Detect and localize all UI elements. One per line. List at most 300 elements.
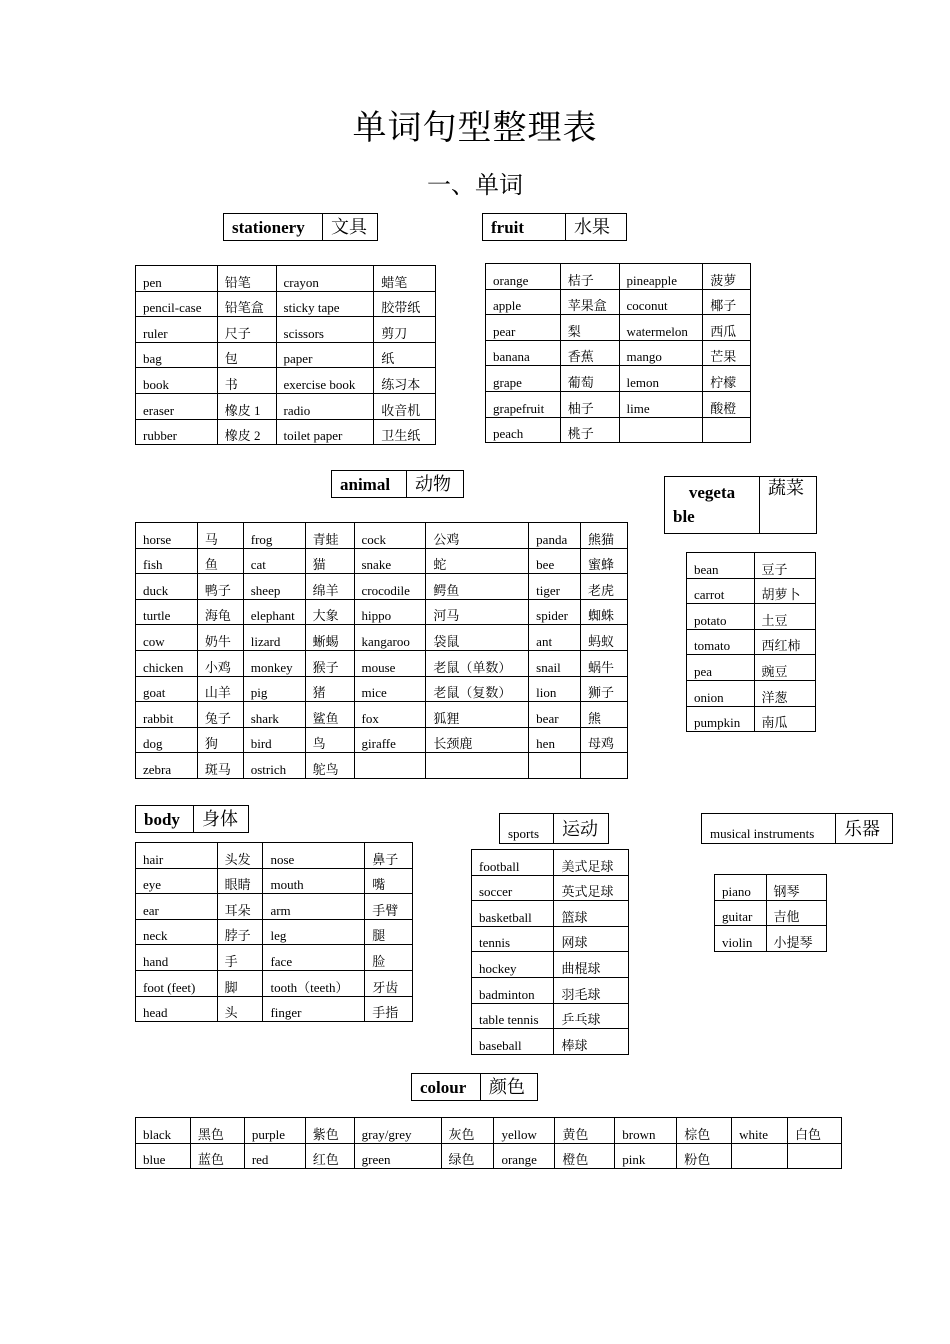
- fruit-row: [486, 315, 751, 341]
- chinese-word: 蓝色: [197, 1152, 224, 1168]
- animal-english-cell: [243, 599, 305, 625]
- english-word: eraser: [143, 402, 175, 418]
- animal-chinese-cell: [305, 548, 354, 574]
- chinese-word: 灰色: [448, 1126, 475, 1142]
- animal-english-cell: [243, 523, 305, 549]
- animal-chinese-cell: [581, 676, 628, 702]
- english-word: grapefruit: [493, 400, 545, 416]
- chinese-word: 鳄鱼: [433, 582, 460, 598]
- body-english-cell: [136, 945, 218, 971]
- english-word: mouse: [361, 659, 396, 675]
- animal-chinese-cell: [305, 727, 354, 753]
- english-word: pineapple: [626, 272, 678, 288]
- english-word: piano: [722, 883, 751, 899]
- colour-row: [136, 1118, 842, 1144]
- animal-english-cell: [354, 625, 426, 651]
- vegetable-row: [687, 706, 816, 732]
- animal-label-zh: 动物: [407, 471, 464, 498]
- sports-label: [499, 813, 609, 844]
- vegetable-row: [687, 680, 816, 706]
- stationery-english-cell: [276, 291, 374, 317]
- chinese-word: 西瓜: [710, 323, 737, 339]
- chinese-word: 手: [224, 953, 238, 969]
- english-word: radio: [283, 402, 311, 418]
- colour-chinese-cell: [305, 1143, 354, 1169]
- chinese-word: 葡萄: [567, 374, 594, 390]
- stationery-english-cell: [276, 266, 374, 292]
- animal-english-cell: [136, 727, 198, 753]
- stationery-label-zh: 文具: [323, 214, 378, 241]
- chinese-word: 兔子: [204, 710, 231, 726]
- colour-english-cell: [354, 1143, 441, 1169]
- english-word: arm: [270, 902, 291, 918]
- body-chinese-cell: [217, 894, 263, 920]
- sports-chinese-cell: [554, 977, 629, 1003]
- colour-english-cell: [136, 1143, 191, 1169]
- chinese-word: 书: [224, 376, 238, 392]
- english-word: nose: [270, 851, 295, 867]
- animal-chinese-cell: [426, 702, 529, 728]
- body-chinese-cell: [217, 970, 263, 996]
- animal-row: [136, 523, 628, 549]
- stationery-chinese-cell: [217, 393, 276, 419]
- section-heading: 一、单词: [427, 173, 523, 199]
- colour-chinese-cell: [555, 1118, 615, 1144]
- body-row: [136, 945, 413, 971]
- animal-chinese-cell: [197, 574, 243, 600]
- sports-row: [472, 901, 629, 927]
- english-word: snake: [361, 557, 392, 573]
- chinese-word: 耳朵: [224, 902, 251, 918]
- body-label-zh: 身体: [194, 806, 249, 833]
- chinese-word: 收音机: [381, 402, 421, 418]
- fruit-english-cell: [619, 289, 703, 315]
- animal-english-cell: [354, 548, 426, 574]
- chinese-word: 橡皮 1: [224, 402, 261, 418]
- sports-english-cell: [472, 850, 554, 876]
- animal-english-cell: [529, 676, 581, 702]
- animal-chinese-cell: [197, 650, 243, 676]
- body-chinese-cell: [217, 996, 263, 1022]
- colour-english-cell: [732, 1143, 788, 1169]
- english-word: cat: [250, 557, 266, 573]
- colour-chinese-cell: [190, 1118, 244, 1144]
- fruit-english-cell: [486, 264, 561, 290]
- fruit-row: [486, 264, 751, 290]
- chinese-word: 酸橙: [710, 400, 737, 416]
- vegetable-chinese-cell: [754, 578, 815, 604]
- chinese-word: 豆子: [761, 561, 788, 577]
- english-word: spider: [536, 608, 568, 624]
- sports-table: [471, 849, 629, 1055]
- vegetable-row: [687, 553, 816, 579]
- animal-row: [136, 599, 628, 625]
- animal-chinese-cell: [197, 727, 243, 753]
- chinese-word: 老虎: [588, 582, 615, 598]
- english-word: carrot: [694, 587, 725, 603]
- colour-english-cell: [354, 1118, 441, 1144]
- english-word: fish: [143, 557, 163, 573]
- animal-chinese-cell: [305, 625, 354, 651]
- vegetable-label-en-line2: ble: [673, 506, 695, 526]
- vegetable-english-cell: [687, 553, 755, 579]
- sports-english-cell: [472, 926, 554, 952]
- stationery-english-cell: [276, 368, 374, 394]
- body-chinese-cell: [217, 945, 263, 971]
- instruments-chinese-cell: [766, 875, 827, 901]
- chinese-word: 紫色: [312, 1126, 339, 1142]
- english-word: frog: [250, 531, 273, 547]
- fruit-row: [486, 417, 751, 443]
- chinese-word: 狮子: [588, 685, 615, 701]
- chinese-word: 桃子: [567, 426, 594, 442]
- chinese-word: 红色: [312, 1152, 339, 1168]
- vegetable-chinese-cell: [754, 604, 815, 630]
- body-row: [136, 970, 413, 996]
- body-row: [136, 919, 413, 945]
- english-word: red: [251, 1152, 269, 1168]
- vegetable-label: [664, 476, 817, 534]
- animal-english-cell: [136, 548, 198, 574]
- english-word: pencil-case: [143, 300, 202, 316]
- animal-english-cell: [354, 650, 426, 676]
- body-english-cell: [263, 970, 365, 996]
- english-word: guitar: [722, 909, 753, 925]
- stationery-chinese-cell: [374, 368, 436, 394]
- english-word: violin: [722, 934, 753, 950]
- fruit-english-cell: [486, 391, 561, 417]
- fruit-english-cell: [619, 340, 703, 366]
- body-english-cell: [263, 919, 365, 945]
- animal-chinese-cell: [581, 650, 628, 676]
- fruit-chinese-cell: [560, 417, 619, 443]
- body-row: [136, 843, 413, 869]
- chinese-word: 乒乓球: [561, 1012, 601, 1028]
- english-word: gray/grey: [361, 1126, 412, 1142]
- animal-chinese-cell: [197, 625, 243, 651]
- english-word: shark: [250, 710, 279, 726]
- animal-row: [136, 753, 628, 779]
- animal-english-cell: [529, 702, 581, 728]
- english-word: toilet paper: [283, 428, 343, 444]
- english-word: foot (feet): [143, 979, 196, 995]
- animal-chinese-cell: [581, 599, 628, 625]
- colour-english-cell: [494, 1118, 555, 1144]
- english-word: snail: [536, 659, 561, 675]
- stationery-chinese-cell: [217, 266, 276, 292]
- colour-chinese-cell: [555, 1143, 615, 1169]
- sports-chinese-cell: [554, 952, 629, 978]
- body-label: [135, 805, 249, 833]
- body-chinese-cell: [365, 843, 413, 869]
- animal-chinese-cell: [426, 625, 529, 651]
- fruit-chinese-cell: [703, 315, 751, 341]
- sports-row: [472, 926, 629, 952]
- english-word: hair: [143, 851, 164, 867]
- english-word: chicken: [143, 659, 184, 675]
- sports-english-cell: [472, 977, 554, 1003]
- vegetable-table: [686, 552, 816, 732]
- english-word: mice: [361, 685, 387, 701]
- english-word: hippo: [361, 608, 392, 624]
- body-english-cell: [136, 894, 218, 920]
- english-word: bear: [536, 710, 559, 726]
- body-chinese-cell: [365, 996, 413, 1022]
- animal-chinese-cell: [581, 523, 628, 549]
- animal-english-cell: [529, 523, 581, 549]
- stationery-chinese-cell: [374, 291, 436, 317]
- stationery-label: [223, 213, 378, 241]
- animal-chinese-cell: [581, 753, 628, 779]
- animal-english-cell: [136, 574, 198, 600]
- sports-row: [472, 952, 629, 978]
- english-word: pear: [493, 323, 516, 339]
- chinese-word: 头发: [224, 851, 251, 867]
- animal-english-cell: [354, 574, 426, 600]
- chinese-word: 香蕉: [567, 349, 594, 365]
- animal-chinese-cell: [305, 523, 354, 549]
- english-word: apple: [493, 298, 522, 314]
- animal-chinese-cell: [305, 574, 354, 600]
- english-word: tiger: [536, 582, 560, 598]
- english-word: bird: [250, 736, 272, 752]
- fruit-chinese-cell: [560, 366, 619, 392]
- animal-chinese-cell: [426, 548, 529, 574]
- fruit-english-cell: [486, 315, 561, 341]
- sports-english-cell: [472, 901, 554, 927]
- chinese-word: 包: [224, 351, 238, 367]
- animal-english-cell: [354, 727, 426, 753]
- english-word: elephant: [250, 608, 295, 624]
- animal-chinese-cell: [197, 548, 243, 574]
- chinese-word: 猪: [312, 685, 326, 701]
- colour-english-cell: [244, 1118, 305, 1144]
- animal-english-cell: [243, 702, 305, 728]
- chinese-word: 奶牛: [204, 633, 231, 649]
- colour-english-cell: [136, 1118, 191, 1144]
- fruit-chinese-cell: [703, 417, 751, 443]
- animal-english-cell: [136, 523, 198, 549]
- english-word: head: [143, 1005, 168, 1021]
- body-chinese-cell: [365, 868, 413, 894]
- animal-english-cell: [243, 650, 305, 676]
- english-word: pea: [694, 663, 713, 679]
- animal-chinese-cell: [426, 574, 529, 600]
- animal-english-cell: [243, 753, 305, 779]
- chinese-word: 眼睛: [224, 877, 251, 893]
- animal-chinese-cell: [305, 753, 354, 779]
- chinese-word: 鸟: [312, 736, 326, 752]
- sports-chinese-cell: [554, 850, 629, 876]
- english-word: mouth: [270, 877, 304, 893]
- chinese-word: 狐狸: [433, 710, 460, 726]
- colour-english-cell: [615, 1143, 677, 1169]
- english-word: brown: [622, 1126, 656, 1142]
- stationery-english-cell: [276, 317, 374, 343]
- chinese-word: 练习本: [381, 376, 421, 392]
- chinese-word: 蜗牛: [588, 659, 615, 675]
- body-chinese-cell: [217, 868, 263, 894]
- chinese-word: 钢琴: [773, 883, 800, 899]
- chinese-word: 蜜蜂: [588, 557, 615, 573]
- chinese-word: 吉他: [773, 909, 800, 925]
- english-word: zebra: [143, 761, 172, 777]
- chinese-word: 网球: [561, 935, 588, 951]
- body-chinese-cell: [217, 919, 263, 945]
- english-word: football: [479, 858, 520, 874]
- english-word: book: [143, 376, 169, 392]
- sports-english-cell: [472, 1003, 554, 1029]
- english-word: finger: [270, 1005, 302, 1021]
- vegetable-row: [687, 655, 816, 681]
- fruit-chinese-cell: [560, 264, 619, 290]
- sports-english-cell: [472, 952, 554, 978]
- english-word: banana: [493, 349, 530, 365]
- fruit-chinese-cell: [703, 340, 751, 366]
- english-word: dog: [143, 736, 163, 752]
- stationery-english-cell: [276, 419, 374, 445]
- chinese-word: 老鼠（单数）: [433, 659, 512, 675]
- english-word: pumpkin: [694, 715, 741, 731]
- fruit-row: [486, 340, 751, 366]
- english-word: ostrich: [250, 761, 287, 777]
- english-word: lime: [626, 400, 650, 416]
- body-english-cell: [263, 894, 365, 920]
- fruit-english-cell: [619, 417, 703, 443]
- chinese-word: 洋葱: [761, 689, 788, 705]
- animal-english-cell: [529, 548, 581, 574]
- fruit-chinese-cell: [560, 289, 619, 315]
- english-word: neck: [143, 928, 168, 944]
- chinese-word: 白色: [795, 1126, 822, 1142]
- colour-label-zh: 颜色: [481, 1074, 538, 1101]
- chinese-word: 蜡笔: [381, 274, 408, 290]
- animal-chinese-cell: [197, 599, 243, 625]
- english-word: lion: [536, 685, 557, 701]
- stationery-english-cell: [276, 393, 374, 419]
- english-word: cow: [143, 633, 165, 649]
- english-word: panda: [536, 531, 568, 547]
- english-word: badminton: [479, 986, 535, 1002]
- stationery-english-cell: [136, 393, 218, 419]
- animal-english-cell: [529, 650, 581, 676]
- page-title: 单词句型整理表: [352, 110, 598, 147]
- body-english-cell: [263, 996, 365, 1022]
- english-word: sticky tape: [283, 300, 340, 316]
- stationery-chinese-cell: [217, 419, 276, 445]
- english-word: sheep: [250, 582, 281, 598]
- english-word: yellow: [501, 1126, 537, 1142]
- english-word: turtle: [143, 608, 171, 624]
- chinese-word: 铅笔盒: [224, 300, 264, 316]
- fruit-chinese-cell: [560, 340, 619, 366]
- chinese-word: 羽毛球: [561, 986, 601, 1002]
- fruit-chinese-cell: [703, 366, 751, 392]
- animal-row: [136, 676, 628, 702]
- chinese-word: 黑色: [197, 1126, 224, 1142]
- animal-chinese-cell: [197, 753, 243, 779]
- fruit-english-cell: [619, 366, 703, 392]
- body-english-cell: [136, 970, 218, 996]
- animal-row: [136, 702, 628, 728]
- body-chinese-cell: [365, 945, 413, 971]
- stationery-english-cell: [136, 291, 218, 317]
- vegetable-english-cell: [687, 578, 755, 604]
- chinese-word: 篮球: [561, 909, 588, 925]
- chinese-word: 蛇: [433, 557, 447, 573]
- body-english-cell: [136, 996, 218, 1022]
- animal-label-en: animal: [332, 471, 407, 498]
- english-word: soccer: [479, 884, 513, 900]
- fruit-chinese-cell: [703, 289, 751, 315]
- chinese-word: 脖子: [224, 928, 251, 944]
- chinese-word: 熊猫: [588, 531, 615, 547]
- english-word: leg: [270, 928, 287, 944]
- colour-chinese-cell: [788, 1118, 842, 1144]
- english-word: hen: [536, 736, 555, 752]
- english-word: hand: [143, 953, 169, 969]
- chinese-word: 剪刀: [381, 325, 408, 341]
- chinese-word: 鼻子: [372, 851, 399, 867]
- fruit-english-cell: [486, 366, 561, 392]
- body-english-cell: [136, 919, 218, 945]
- vegetable-chinese-cell: [754, 553, 815, 579]
- sports-row: [472, 875, 629, 901]
- colour-chinese-cell: [788, 1143, 842, 1169]
- vegetable-english-cell: [687, 680, 755, 706]
- animal-english-cell: [354, 599, 426, 625]
- animal-row: [136, 650, 628, 676]
- fruit-row: [486, 366, 751, 392]
- chinese-word: 棕色: [684, 1126, 711, 1142]
- chinese-word: 西红柿: [761, 638, 801, 654]
- chinese-word: 狗: [204, 736, 218, 752]
- english-word: orange: [501, 1152, 537, 1168]
- animal-chinese-cell: [581, 625, 628, 651]
- chinese-word: 土豆: [761, 612, 788, 628]
- instruments-label: [701, 813, 893, 844]
- english-word: bee: [536, 557, 555, 573]
- sports-row: [472, 977, 629, 1003]
- animal-english-cell: [354, 523, 426, 549]
- sports-english-cell: [472, 875, 554, 901]
- animal-english-cell: [529, 753, 581, 779]
- animal-table: [135, 522, 628, 779]
- body-english-cell: [263, 945, 365, 971]
- english-word: eye: [143, 877, 162, 893]
- animal-english-cell: [243, 727, 305, 753]
- animal-english-cell: [243, 625, 305, 651]
- animal-english-cell: [136, 650, 198, 676]
- chinese-word: 熊: [588, 710, 602, 726]
- instruments-table: [714, 874, 827, 952]
- chinese-word: 长颈鹿: [433, 736, 473, 752]
- stationery-chinese-cell: [374, 393, 436, 419]
- animal-chinese-cell: [426, 676, 529, 702]
- colour-chinese-cell: [190, 1143, 244, 1169]
- animal-chinese-cell: [305, 702, 354, 728]
- stationery-row: [136, 266, 436, 292]
- body-chinese-cell: [365, 894, 413, 920]
- chinese-word: 河马: [433, 608, 460, 624]
- stationery-chinese-cell: [374, 266, 436, 292]
- fruit-english-cell: [486, 417, 561, 443]
- english-word: pink: [622, 1152, 646, 1168]
- english-word: peach: [493, 426, 524, 442]
- english-word: crocodile: [361, 582, 410, 598]
- english-word: tooth（teeth）: [270, 979, 349, 995]
- animal-english-cell: [136, 702, 198, 728]
